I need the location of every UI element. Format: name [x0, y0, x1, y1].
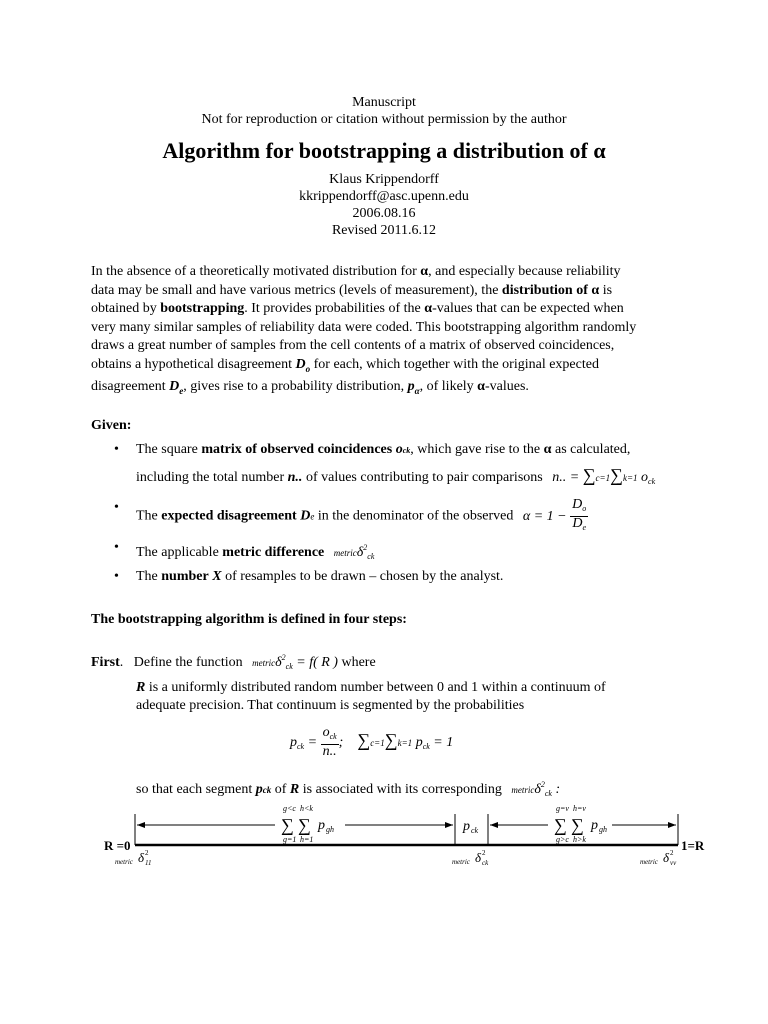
bullet-2: • — [114, 500, 119, 515]
given-heading: Given: — [91, 418, 132, 433]
delta-mid-metric: metric — [452, 858, 470, 866]
first-step: First. Define the function metricδ$^2_{ck}$ = f( R ) where — [91, 653, 376, 671]
left-sigma-1: ∑ — [281, 815, 294, 835]
given-item-metric: The applicable metric difference metricδ$^2_{ck}$ — [136, 543, 375, 561]
delta-right-sup: 2 — [670, 849, 674, 857]
delta-mid-sub: ck — [482, 859, 489, 867]
given-item-expected: The expected disagreement De in the denominator of the observed α = 1 − $\frac{D_o}{D_e}$ — [136, 497, 587, 532]
left-sum-sub: gh — [326, 825, 334, 834]
delta-left-sup: 2 — [145, 849, 149, 857]
author-revised: Revised 2011.6.12 — [331, 223, 437, 238]
steps-heading: The bootstrapping algorithm is defined in four steps: — [91, 612, 407, 627]
r-definition: R is a uniformly distributed random number between 0 and 1 within a continuum of adequate precision. That continuum is segmented by the probabilities — [136, 680, 606, 713]
bullet-3: • — [114, 540, 119, 555]
delta-left-symbol: δ — [138, 850, 145, 865]
author-name: Klaus Krippendorff — [329, 172, 439, 187]
delta-right-metric: metric — [640, 858, 658, 866]
right-sum-top1: g=v — [556, 804, 569, 813]
segment-diagram — [0, 800, 768, 875]
right-sigma-2: ∑ — [571, 815, 584, 835]
delta-left-metric: metric — [115, 858, 133, 866]
author-date: 2006.08.16 — [352, 206, 416, 221]
author-email: kkrippendorff@asc.upenn.edu — [299, 189, 469, 204]
intro-paragraph: In the absence of a theoretically motivated distribution for α, and especially because reliability data may be small and have various metrics (levels of measurement), the distribution of α is obtained by bootstrapping. It provides probabilities of the α-values that can be expected when very many similar samples of reliability data were coded. This bootstrapping algorithm randomly draws a great number of samples from the cell contents of a matrix of observed coincidences, obtains a hypothetical disagreement $D_o$ for each, which together with the original expected disagreement $D_e$, gives rise to a probability distribution, $p_\alpha$, of likely α-values. — [91, 264, 637, 397]
manuscript-label: Manuscript — [352, 95, 416, 110]
right-sum-bot2: h>k — [573, 835, 586, 844]
page-title: Algorithm for bootstrapping a distribution of α — [162, 138, 606, 163]
right-sum-term: p — [591, 818, 598, 833]
delta-mid-sup: 2 — [482, 849, 486, 857]
delta-right-sub: vv — [670, 859, 677, 867]
r-zero-label: R =0 — [104, 838, 131, 853]
mid-p: p — [463, 819, 470, 834]
right-sum-bot1: g>c — [556, 835, 569, 844]
delta-mid-symbol: δ — [475, 850, 482, 865]
bullet-4: • — [114, 569, 119, 584]
left-sum-term: p — [318, 818, 325, 833]
delta-right-symbol: δ — [663, 850, 670, 865]
segment-sentence: so that each segment pck of R is associated with its corresponding metricδ$^2_{ck}$ : — [136, 780, 561, 798]
right-sum-top2: h=v — [573, 804, 586, 813]
left-sum-bot2: h=1 — [300, 835, 314, 844]
bullet-1: • — [114, 442, 119, 457]
probability-formula: $p_{ck}$ = $\frac{o_{ck}}{n..}$ ; ∑c=1∑k=1 $p_{ck} = 1$ — [290, 725, 454, 759]
left-sigma-2: ∑ — [298, 815, 311, 835]
given-item-matrix: The square matrix of observed coincidences ock, which gave rise to the α as calculated, including the total number n.. of values contributing to pair comparisons n.. = ∑c=1∑k=1 $o_{ck}$ — [136, 442, 656, 486]
left-sum-bot1: g=1 — [283, 835, 297, 844]
left-sum-top2: h<k — [300, 804, 313, 813]
delta-left-sub: 11 — [145, 859, 152, 867]
given-item-number: The number X of resamples to be drawn – chosen by the analyst. — [136, 569, 504, 584]
mid-p-sub: ck — [471, 826, 479, 835]
right-sigma-1: ∑ — [554, 815, 567, 835]
right-sum-sub: gh — [599, 825, 607, 834]
left-sum-top1: g<c — [283, 804, 296, 813]
r-one-label: 1=R — [681, 838, 705, 853]
reproduction-notice: Not for reproduction or citation without permission by the author — [201, 112, 567, 127]
